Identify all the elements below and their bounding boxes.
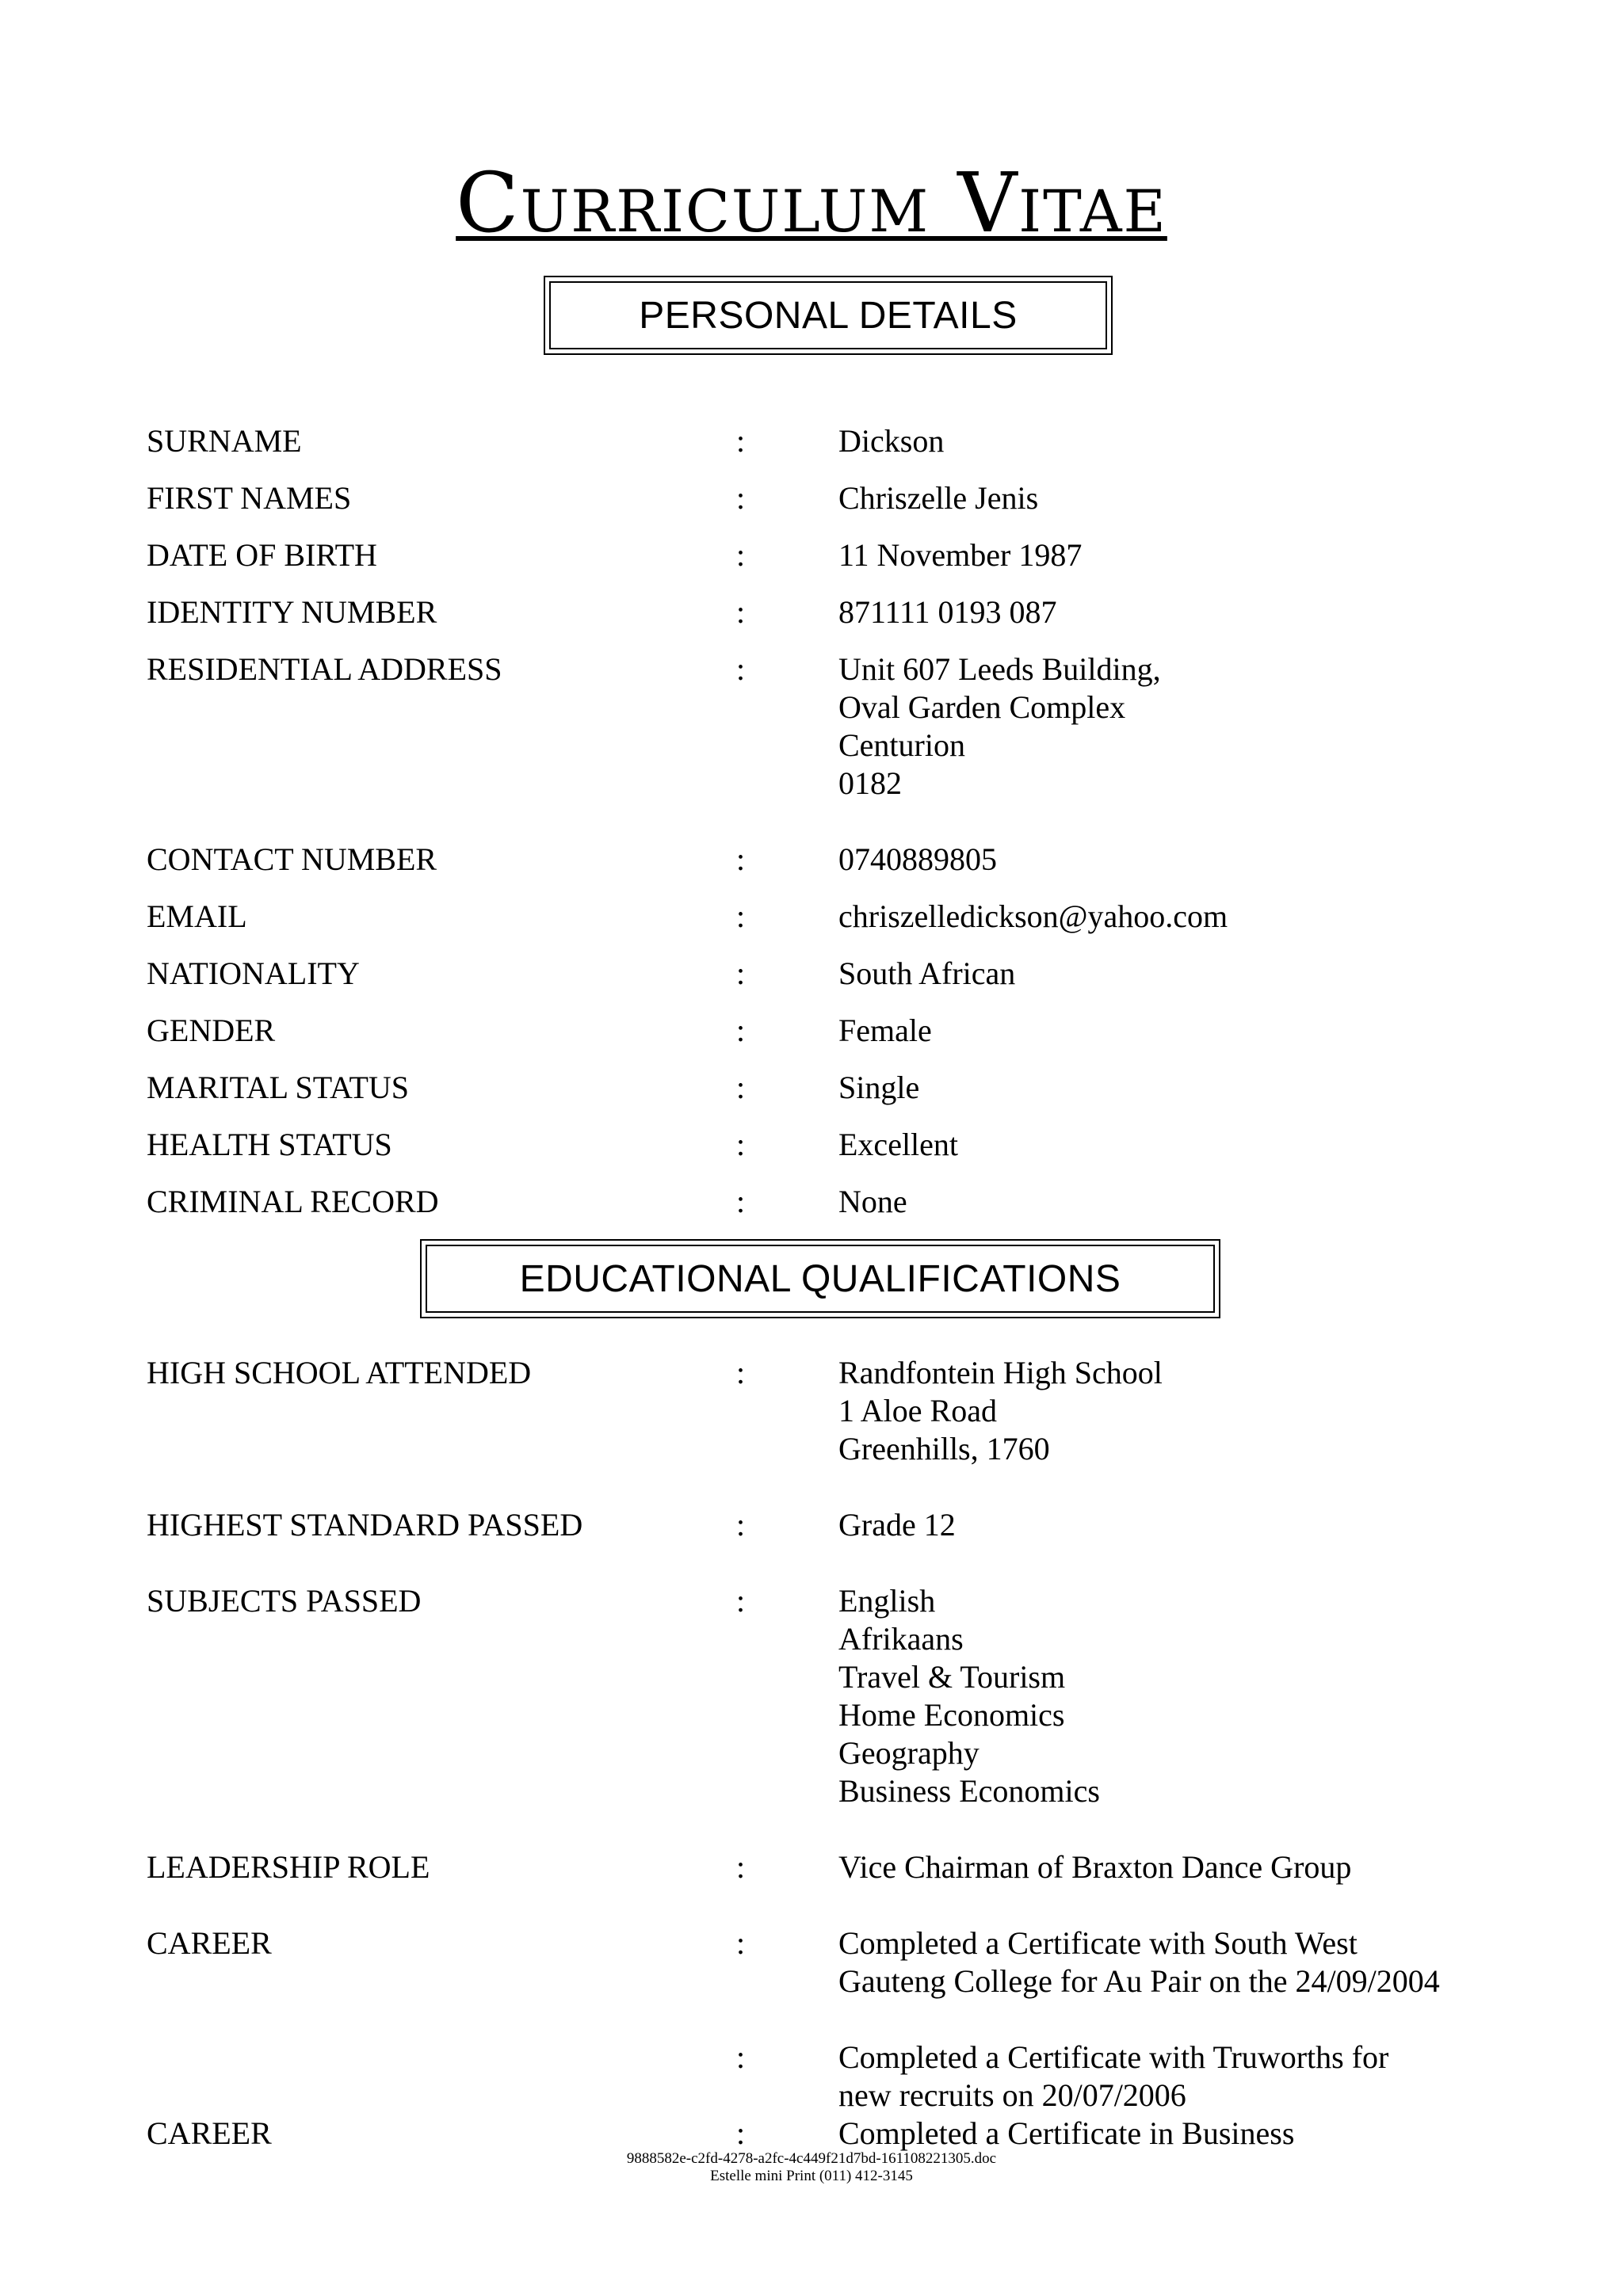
row-value-line: Business Economics [838, 1773, 1100, 1809]
row-colon: : [736, 841, 746, 877]
row-colon: : [736, 955, 746, 991]
row-value-line: Afrikaans [838, 1621, 964, 1657]
row-colon: : [736, 1355, 746, 1390]
row-value [838, 1126, 958, 1164]
row-colon: : [736, 2039, 746, 2075]
footer-printer: Estelle mini Print (011) 412-3145 [710, 2168, 913, 2184]
row-value-line: Oval Garden Complex [838, 689, 1126, 725]
row-value [838, 1582, 1100, 1810]
row-value-line: Home Economics [838, 1697, 1065, 1733]
row-label: IDENTITY NUMBER [147, 594, 437, 630]
education-heading: EDUCATIONAL QUALIFICATIONS [426, 1245, 1215, 1313]
row-label: RESIDENTIAL ADDRESS [147, 651, 502, 687]
row-colon: : [736, 537, 746, 573]
row-label: SURNAME [147, 423, 302, 459]
row-colon: : [736, 1583, 746, 1619]
row-value-line: English [838, 1583, 936, 1619]
row-value [838, 650, 1161, 803]
row-value-line: 1 Aloe Road [838, 1393, 997, 1428]
row-colon: : [736, 594, 746, 630]
row-value [838, 1506, 956, 1544]
row-value-line: 11 November 1987 [838, 537, 1083, 573]
row-colon: : [736, 1925, 746, 1961]
row-value-line: Completed a Certificate with Truworths for [838, 2039, 1389, 2075]
row-value-line: 0740889805 [838, 841, 997, 877]
row-value-line: Geography [838, 1735, 980, 1771]
row-label: NATIONALITY [147, 955, 360, 991]
row-value [838, 898, 1228, 936]
row-label: CAREER [147, 2115, 272, 2151]
row-value [838, 1069, 919, 1107]
personal-details-heading-box [544, 276, 1113, 355]
row-colon: : [736, 898, 746, 934]
row-value [838, 1848, 1351, 1886]
row-value-line: Travel & Tourism [838, 1659, 1066, 1695]
row-colon: : [736, 2115, 746, 2151]
row-value [838, 1924, 1440, 2000]
row-colon: : [736, 1070, 746, 1105]
row-value-line: Gauteng College for Au Pair on the 24/09/2004 [838, 1963, 1440, 1999]
row-value-line: Completed a Certificate in Business [838, 2115, 1295, 2151]
row-value-line: None [838, 1184, 907, 1219]
row-value [838, 593, 1057, 631]
row-value-line: 0182 [838, 765, 902, 801]
row-colon: : [736, 423, 746, 459]
row-label: HIGH SCHOOL ATTENDED [147, 1355, 532, 1390]
row-value-line: 871111 0193 087 [838, 594, 1057, 630]
row-label: FIRST NAMES [147, 480, 352, 516]
row-colon: : [736, 1507, 746, 1543]
row-colon: : [736, 1849, 746, 1885]
row-value [838, 479, 1038, 517]
row-value-line: new recruits on 20/07/2006 [838, 2077, 1186, 2113]
row-label: CRIMINAL RECORD [147, 1184, 439, 1219]
row-value [838, 955, 1015, 993]
row-label: EMAIL [147, 898, 247, 934]
row-value [838, 2039, 1388, 2115]
row-value [838, 2115, 1294, 2153]
row-value-line: Chriszelle Jenis [838, 480, 1039, 516]
row-label: MARITAL STATUS [147, 1070, 410, 1105]
row-value-line: Unit 607 Leeds Building, [838, 651, 1161, 687]
row-value-line: South African [838, 955, 1016, 991]
row-value-line: Randfontein High School [838, 1355, 1163, 1390]
row-colon: : [736, 1184, 746, 1219]
row-value-line: Completed a Certificate with South West [838, 1925, 1358, 1961]
row-colon: : [736, 1127, 746, 1162]
row-value [838, 422, 944, 460]
row-label: CONTACT NUMBER [147, 841, 437, 877]
row-value-line: Excellent [838, 1127, 959, 1162]
row-label: HIGHEST STANDARD PASSED [147, 1507, 583, 1543]
row-value-line: chriszelledickson@yahoo.com [838, 898, 1228, 934]
row-label: DATE OF BIRTH [147, 537, 377, 573]
row-label: SUBJECTS PASSED [147, 1583, 422, 1619]
row-value-line: Vice Chairman of Braxton Dance Group [838, 1849, 1352, 1885]
education-heading-box [420, 1239, 1220, 1318]
row-value [838, 1183, 907, 1221]
row-colon: : [736, 1013, 746, 1048]
personal-details-heading: PERSONAL DETAILS [549, 281, 1107, 349]
row-label: HEALTH STATUS [147, 1127, 392, 1162]
footer-filename: 9888582e-c2fd-4278-a2fc-4c449f21d7bd-161108221305.doc [626, 2150, 997, 2167]
row-colon: : [736, 651, 746, 687]
row-value [838, 1012, 932, 1050]
row-value [838, 841, 997, 879]
row-colon: : [736, 480, 746, 516]
row-value-line: Centurion [838, 727, 965, 763]
row-label: CAREER [147, 1925, 272, 1961]
row-value [838, 536, 1082, 574]
row-value-line: Female [838, 1013, 932, 1048]
row-label: LEADERSHIP ROLE [147, 1849, 430, 1885]
row-value-line: Greenhills, 1760 [838, 1431, 1050, 1466]
row-value-line: Dickson [838, 423, 945, 459]
document-title: Curriculum Vitae [456, 154, 1167, 251]
row-value-line: Single [838, 1070, 920, 1105]
row-value [838, 1354, 1163, 1468]
row-value-line: Grade 12 [838, 1507, 956, 1543]
row-label: GENDER [147, 1013, 276, 1048]
